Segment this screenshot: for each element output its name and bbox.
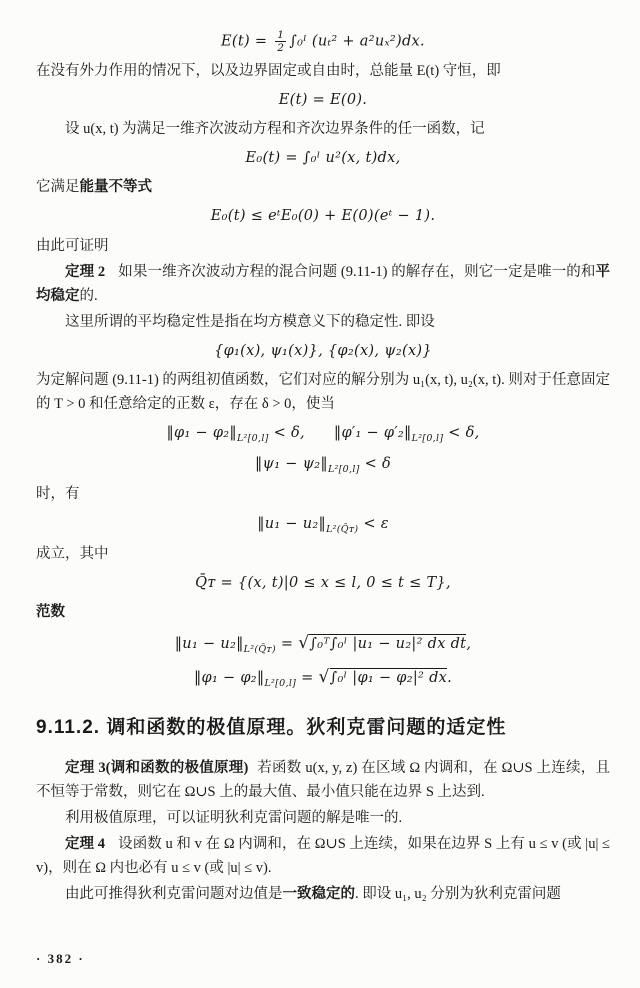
formula-initial-pairs: {φ₁(x), ψ₁(x)}, {φ₂(x), ψ₂(x)}: [214, 342, 432, 359]
theorem-3: 定理 3(调和函数的极值原理) 若函数 u(x, y, z) 在区域 Ω 内调和，在 Ω∪S 上连续，且不恒等于常数，则它在 Ω∪S 上的最大值、最小值只能在边界 S 上达到.: [36, 759, 611, 800]
section-heading-9-11-2: 9.11.2. 调和函数的极值原理。狄利克雷问题的适定性: [36, 717, 507, 739]
paragraph-hence-prove: 由此可证明: [36, 237, 109, 254]
formula-energy-lhs: E(t) =: [221, 33, 273, 50]
formula-total-energy: [36, 29, 610, 54]
formula-norm-phi-inequalities: ‖φ₁ − $\varphi_2‖_{L^2[0,l]} < \delta$, ‖φ′₁ − $\varphi'_2‖_{L^2[0,l]} < \delta$,: [166, 424, 480, 444]
paragraph-two-initial-sets: 为定解问题 (9.11-1) 的两组初值函数，它们对应的解分别为 u₁(x, t), u₂(x, t). 则对于任意固定的 T > 0 和任意给定的正数 ε，存在 δ > 0，使当: [36, 371, 610, 412]
paragraph-uniformly-stable: 由此可推得狄利克雷问题对边值是一致稳定的. 即设 u₁, u₂ 分别为狄利克雷问题: [65, 885, 561, 902]
formula-norm-definition-phi: ‖φ₁ − $\varphi_2‖_{L^2[0,l]}$ = √∫₀ˡ |φ₁ − φ₂|² dx.: [193, 667, 453, 690]
theorem-4: 定理 4 设函数 u 和 v 在 Ω 内调和，在 Ω∪S 上连续，如果在边界 S 上有 u ≤ v (或 |u| ≤ v)，则在 Ω 内也必有 u ≤ v (或 |u| ≤ v).: [36, 835, 610, 876]
formula-energy-integral: ∫₀ˡ (uₜ² + a²uₓ²)dx.: [289, 33, 425, 50]
paragraph-holds-where: 成立，其中: [36, 546, 109, 563]
formula-norm-psi-inequality: ‖ψ₁ − $\psi_2‖_{L^2[0,l]} < \delta$: [255, 455, 391, 475]
theorem-3-label: 定理 3(调和函数的极值原理): [65, 759, 249, 776]
paragraph-let-u: 设 u(x, t) 为满足一维齐次波动方程和齐次边界条件的任一函数，记: [65, 121, 485, 138]
theorem-2: 定理 2 如果一维齐次波动方程的混合问题 (9.11-1) 的解存在，则它一定是唯一的和平均稳定的.: [36, 263, 610, 304]
formula-energy-conservation: E(t) = E(0).: [278, 92, 368, 109]
radical-sign: √: [298, 633, 310, 654]
formula-qt-definition: Q̄ᴛ = {(x, t)|0 ≤ x ≤ l, 0 ≤ t ≤ T},: [195, 575, 451, 592]
paragraph-when-have: 时，有: [36, 486, 80, 503]
paragraph-norm-label: 范数: [36, 604, 65, 621]
theorem-2-label: 定理 2: [65, 263, 106, 280]
page-number: · 382 ·: [36, 951, 85, 967]
paragraph-mean-square-sense: 这里所谓的平均稳定性是指在均方模意义下的稳定性. 即设: [65, 313, 435, 330]
fraction-one-half: $\frac{1}{2}$: [277, 29, 285, 55]
formula-energy-inequality: E₀(t) ≤ eᵗE₀(0) + E(0)(eᵗ − 1).: [210, 208, 436, 225]
theorem-4-label: 定理 4: [65, 835, 106, 852]
paragraph-use-max-principle: 利用极值原理，可以证明狄利克雷问题的解是唯一的.: [65, 809, 403, 826]
paragraph-no-external-force: 在没有外力作用的情况下，以及边界固定或自由时，总能量 E(t) 守恒，即: [36, 63, 501, 80]
paragraph-satisfies-inequality: 它满足能量不等式: [36, 179, 152, 196]
bold-mean-stable: 平均稳定: [36, 263, 610, 304]
bold-energy-inequality: 能量不等式: [79, 179, 152, 196]
formula-norm-u-inequality: ‖u₁ − $u_2‖_{L^2(Q̄ᴛ)} < \varepsilon$: [257, 515, 389, 535]
bold-uniformly-stable: 一致稳定的: [282, 885, 355, 902]
radicand: ∫₀ᵀ∫₀ˡ |u₁ − u₂|² dx dt: [309, 636, 467, 653]
radicand: ∫₀ˡ |φ₁ − φ₂|² dx: [329, 670, 448, 687]
formula-norm-definition-u: ‖u₁ − $u_2‖_{L^2(Q̄ᴛ)}$ = √∫₀ᵀ∫₀ˡ |u₁ − u₂|² dx dt,: [174, 633, 472, 656]
formula-e0-definition: E₀(t) = ∫₀ˡ u²(x, t)dx,: [245, 150, 401, 167]
radical-sign: √: [318, 667, 330, 688]
